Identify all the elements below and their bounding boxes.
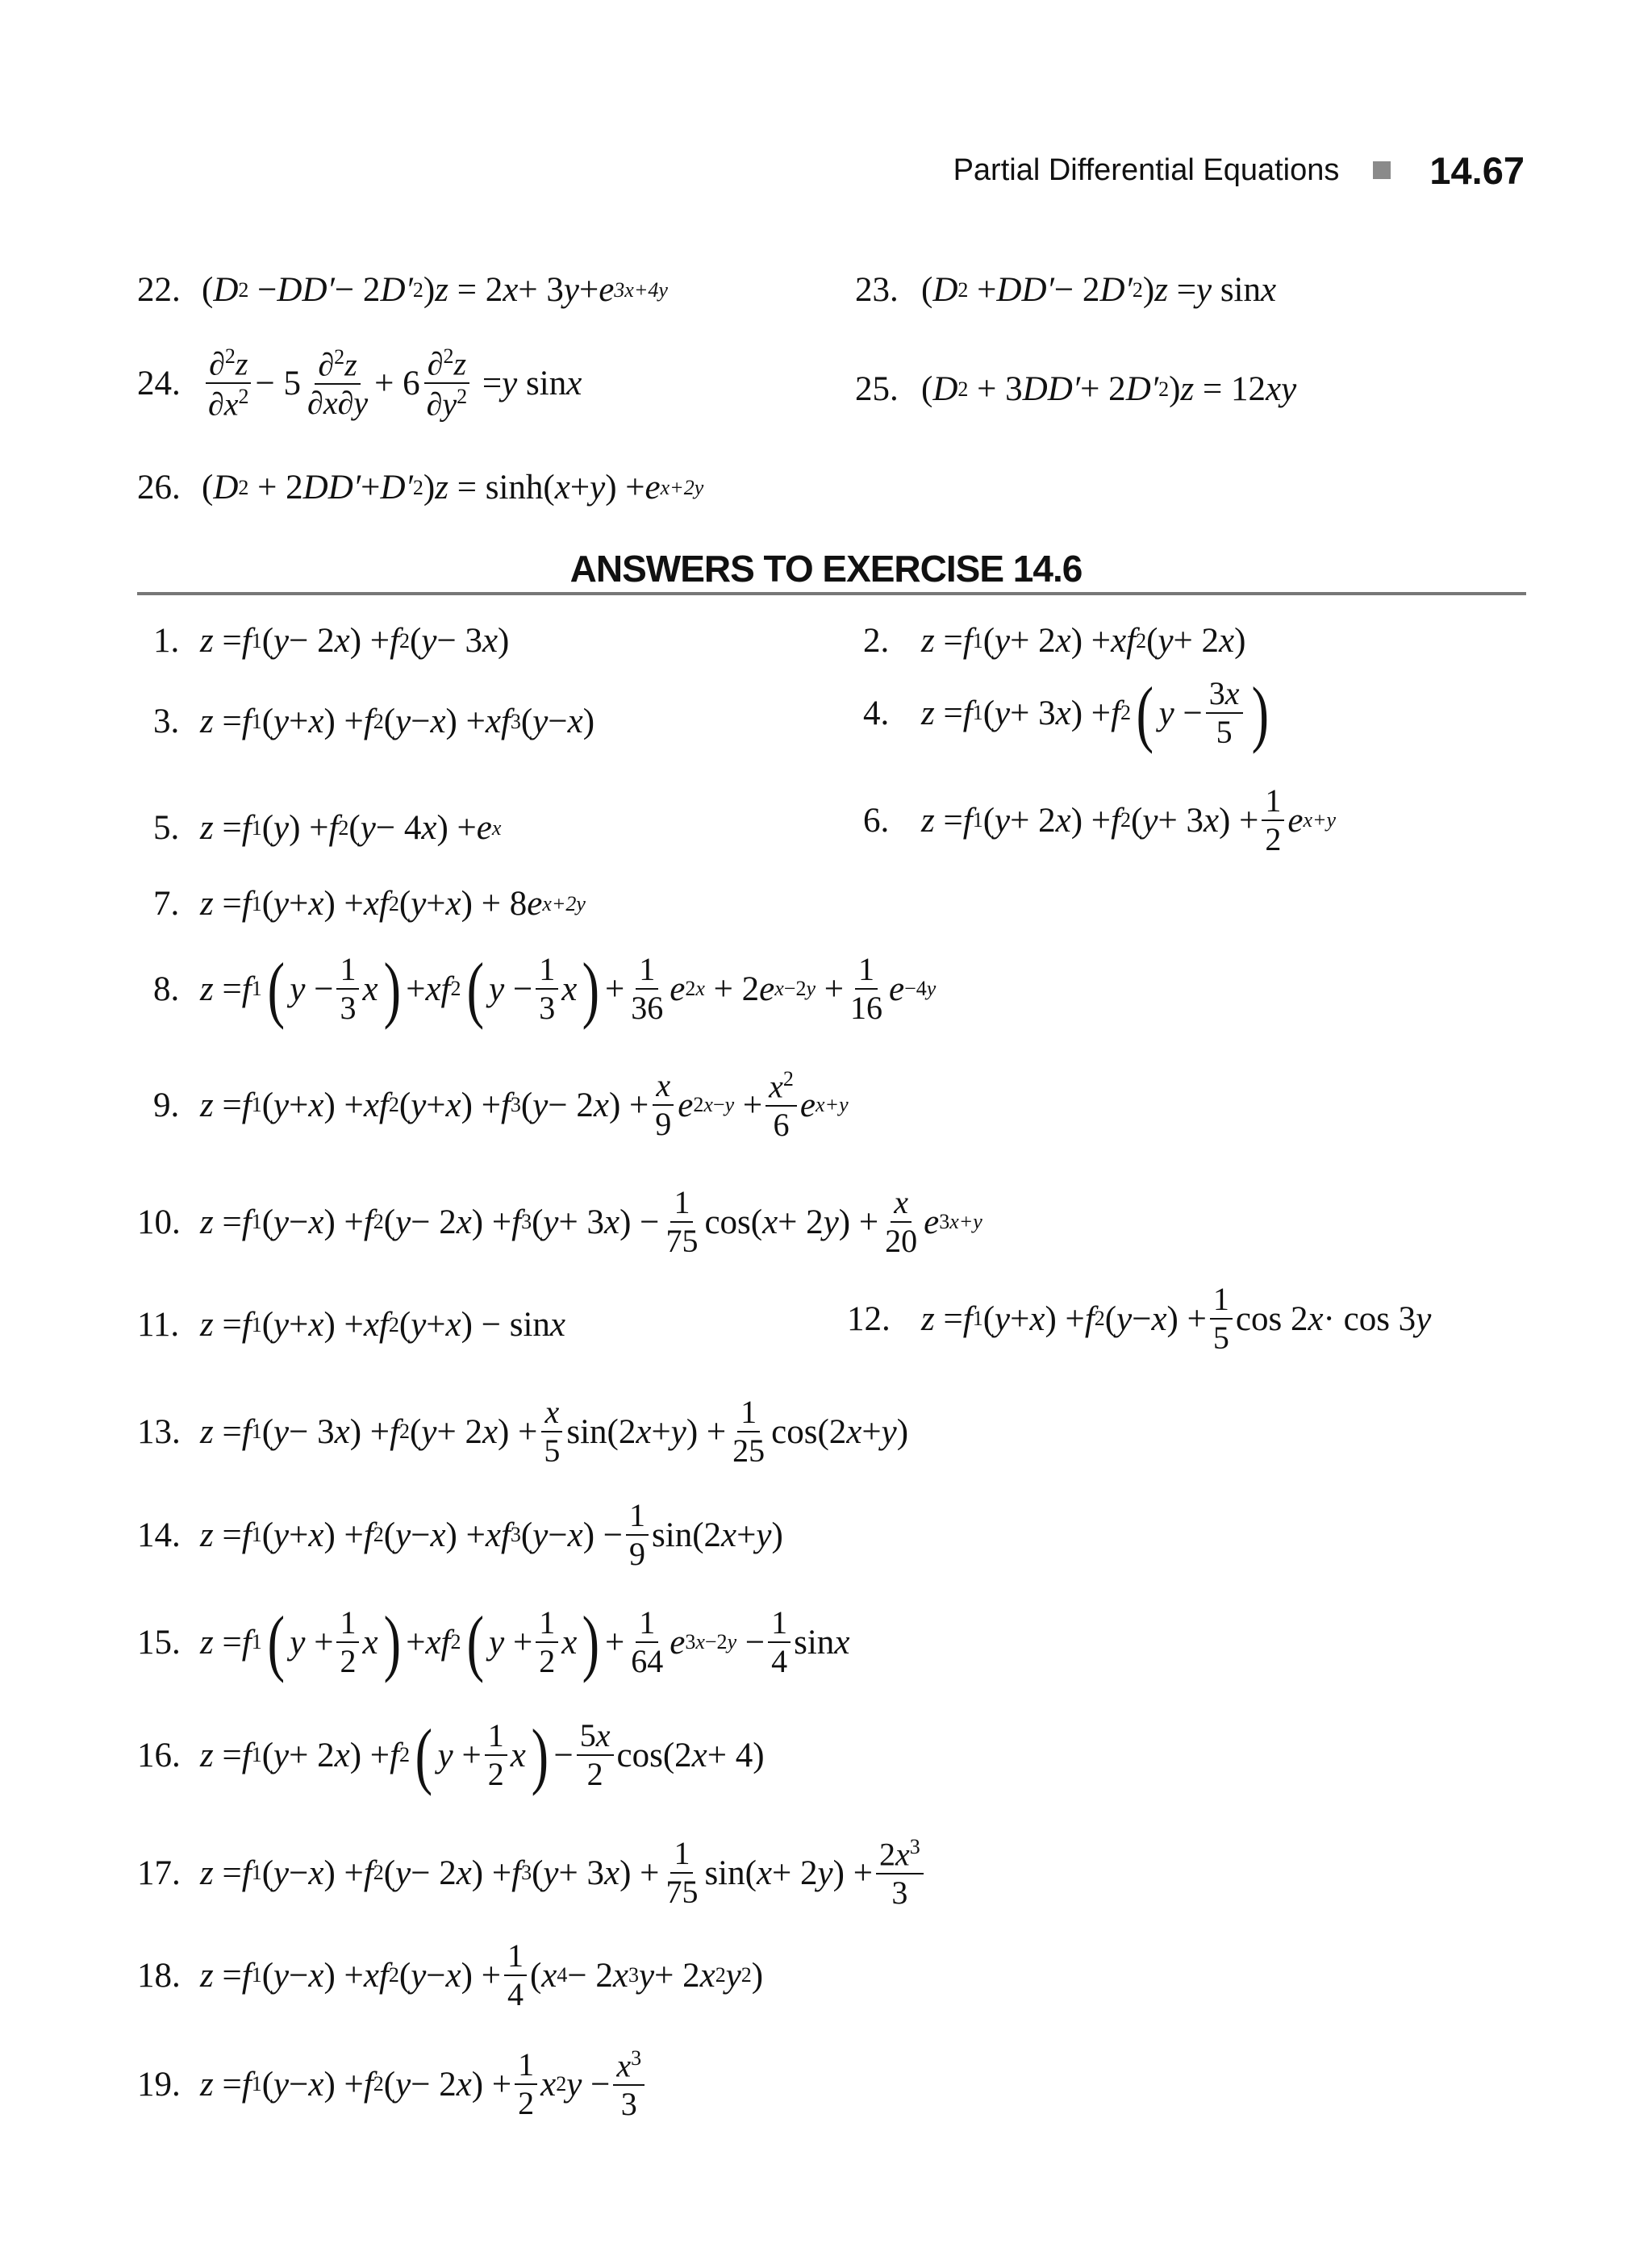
answer-13: [137, 1395, 908, 1468]
problem-23: [855, 270, 1276, 310]
answer-number: 6.: [863, 801, 890, 840]
equation: z = f 1 ( y ) + f 2 ( y − 4 x ) + e x: [200, 809, 502, 847]
answer-2: [863, 621, 1245, 661]
answer-number: 17.: [137, 1854, 181, 1892]
equation: z = f 1 ( y − $\frac{1}{3}$ x ) + xf 2 ( y − $\frac{1}{3}$ x ) + $\frac{1}{36}$ e 2x + 2 e x−2y + $\frac{1}{16}$ e −4y: [200, 948, 937, 1030]
equation: z = f 1 ( y + x ) + f 2 ( y − x ) + xf 3 ( y − x ): [200, 703, 595, 740]
problem-number: 23.: [855, 271, 899, 309]
problem-22: [137, 270, 668, 310]
equation: z = f 1 ( y + x ) + f 2 ( y − x ) + xf 3 ( y − x ) − $\frac{1}{9}$ sin(2 x + y ): [200, 1497, 783, 1572]
answer-18: [137, 1939, 763, 2012]
answer-7: [153, 884, 586, 924]
equation: z = f 1 ( y + x ) + xf 2 ( y + x ) + f 3 ( y − 2 x ) + $\frac{x}{9}$ e 2x−y + $\frac{x^2}{6}$ e x+y: [200, 1067, 849, 1144]
answer-number: 2.: [863, 622, 890, 660]
equation: z = f 1 ( y + 3 x ) + f 2 ( y − $\frac{3x}{5}$ ): [921, 672, 1269, 754]
equation: z = f 1 ( y + 2 x ) + xf 2 ( y + 2 x ): [921, 622, 1246, 660]
equation: z = f 1 ( y + 2 x ) + f 2 ( y + 3 x ) + $\frac{1}{2}$ e x+y: [921, 782, 1337, 857]
heading-divider: [137, 592, 1526, 595]
equation: z = f 1 ( y − x ) + f 2 ( y − 2 x ) + $\frac{1}{2}$ x 2 y − $\frac{x^3}{3}$: [200, 2047, 648, 2121]
answer-8: [153, 948, 937, 1030]
answer-6: [863, 784, 1336, 857]
answer-number: 15.: [137, 1623, 181, 1662]
equation: z = f 1 ( y + x ) + xf 2 ( y + x ) + 8 e x+2y: [200, 885, 586, 923]
answer-number: 12.: [847, 1299, 891, 1338]
equation: ( D 2 + 2 DD′ + D′ 2 ) z = sinh( x + y ) + e x+2y: [202, 469, 704, 507]
square-bullet-icon: [1373, 161, 1391, 179]
answer-number: 19.: [137, 2065, 181, 2104]
answer-11: [137, 1305, 565, 1345]
answer-14: [137, 1499, 783, 1571]
equation: z = f 1 ( y + $\frac{1}{2}$ x ) + xf 2 ( y + $\frac{1}{2}$ x ) + $\frac{1}{64}$ e 3x−2y − $\frac{1}{4}$ sin x: [200, 1601, 850, 1683]
equation: z = f 1 ( y − x ) + xf 2 ( y − x ) + $\frac{1}{4}$ ( x 4 − 2 x 3 y + 2 x 2 y 2 ): [200, 1937, 764, 2012]
answer-number: 5.: [153, 809, 180, 847]
answer-number: 11.: [137, 1306, 180, 1344]
equation: ( D 2 − DD′ − 2 D′ 2 ) z = 2 x + 3 y + e 3x+4y: [202, 271, 668, 309]
answer-9: [153, 1068, 849, 1142]
answer-number: 3.: [153, 703, 180, 740]
answer-number: 16.: [137, 1736, 181, 1774]
running-header: [953, 142, 1525, 198]
section-heading: ANSWERS TO EXERCISE 14.6: [569, 548, 1083, 590]
problem-number: 26.: [137, 469, 181, 507]
equation: z = f 1 ( y + x ) + f 2 ( y − x ) + $\frac{1}{5}$ cos 2 x · cos 3 y: [921, 1281, 1432, 1356]
answer-12: [847, 1282, 1431, 1355]
answer-number: 4.: [863, 694, 890, 732]
answer-1: [153, 621, 509, 661]
equation: $\frac{\partial^2z}{\partial x^2}$ − 5 $\frac{\partial^2z}{\partial x\partial y}$ + 6 $\frac{\partial^2z}{\partial y^2}$ = y sin x: [202, 345, 582, 422]
answer-number: 10.: [137, 1203, 181, 1241]
problem-25: [855, 369, 1296, 409]
answer-number: 14.: [137, 1516, 181, 1554]
page-number: 14.67: [1429, 148, 1525, 192]
equation: z = f 1 ( y + 2 x ) + f 2 ( y + $\frac{1}{2}$ x ) − $\frac{5x}{2}$ cos(2 x + 4): [200, 1714, 765, 1796]
problem-number: 22.: [137, 271, 181, 309]
problem-24: [137, 345, 582, 422]
equation: z = f 1 ( y − x ) + f 2 ( y − 2 x ) + f 3 ( y + 3 x ) + $\frac{1}{75}$ sin( x + 2 y ) + $\frac{2x^3}{3}$: [200, 1836, 927, 1910]
equation: z = f 1 ( y − x ) + f 2 ( y − 2 x ) + f 3 ( y + 3 x ) − $\frac{1}{75}$ cos( x + 2 y ) + $\frac{x}{20}$ e 3x+y: [200, 1184, 982, 1259]
answer-17: [137, 1836, 927, 1910]
answer-15: [137, 1601, 850, 1683]
answer-number: 18.: [137, 1956, 181, 1995]
equation: z = f 1 ( y − 2 x ) + f 2 ( y − 3 x ): [200, 622, 510, 660]
answer-4: [863, 672, 1274, 754]
problem-number: 25.: [855, 370, 899, 408]
equation: ( D 2 + DD′ − 2 D′ 2 ) z = y sin x: [921, 271, 1277, 309]
equation: ( D 2 + 3 DD′ + 2 D′ 2 ) z = 12 xy: [921, 370, 1297, 408]
problem-number: 24.: [137, 364, 181, 402]
answer-5: [153, 808, 501, 848]
running-title: Partial Differential Equations: [953, 152, 1340, 187]
answer-number: 13.: [137, 1412, 181, 1451]
equation: z = f 1 ( y − 3 x ) + f 2 ( y + 2 x ) + $\frac{x}{5}$ sin(2 x + y ) + $\frac{1}{25}$ cos(2 x + y ): [200, 1394, 909, 1469]
equation: z = f 1 ( y + x ) + xf 2 ( y + x ) − sin x: [200, 1306, 565, 1344]
answer-number: 7.: [153, 885, 180, 923]
answer-number: 8.: [153, 970, 180, 1008]
problem-26: [137, 468, 703, 507]
answer-3: [153, 702, 594, 741]
answer-16: [137, 1714, 765, 1796]
answer-10: [137, 1186, 982, 1258]
answer-19: [137, 2047, 648, 2121]
answer-number: 1.: [153, 622, 180, 660]
answer-number: 9.: [153, 1086, 180, 1124]
